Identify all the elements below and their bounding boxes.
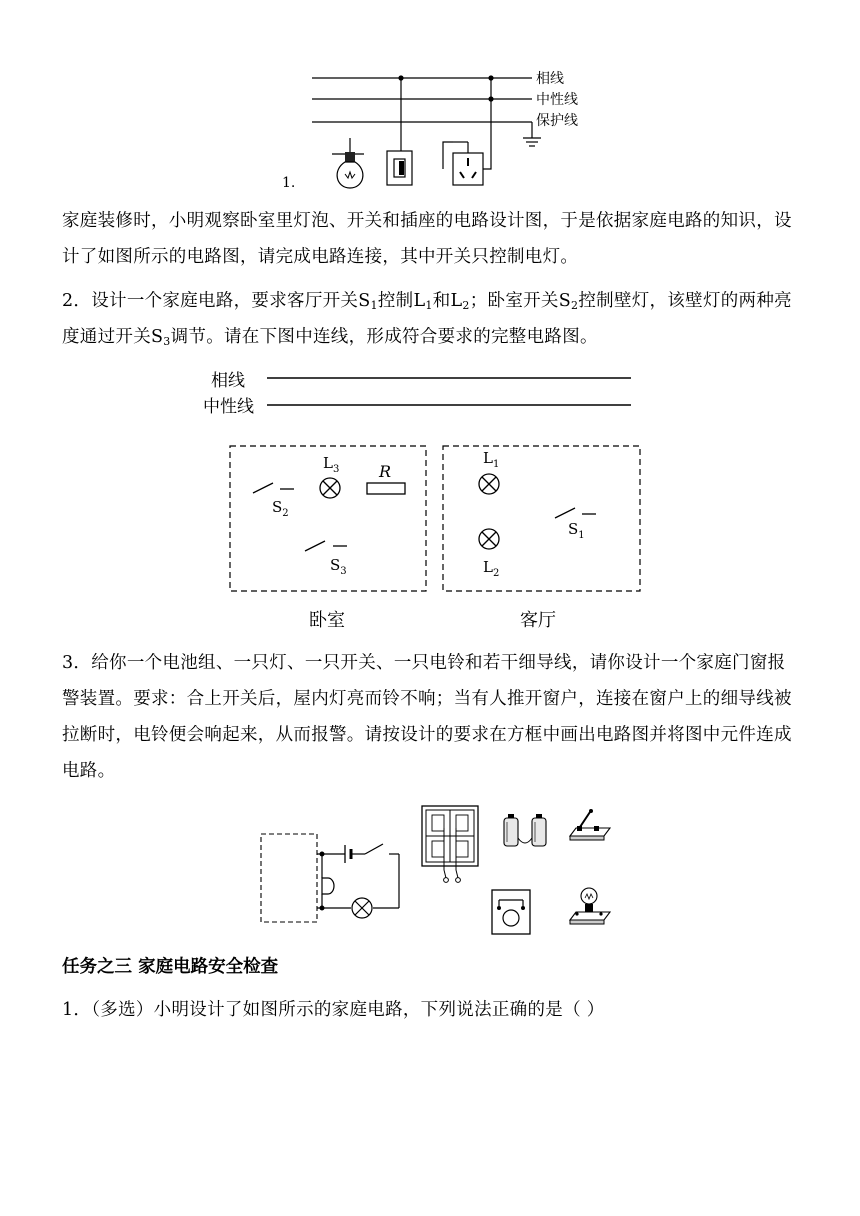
- knife-switch-icon: [570, 809, 610, 840]
- electric-bell-icon: [322, 878, 334, 894]
- lamp-l2: [479, 529, 499, 579]
- problem-1-text: 家庭装修时，小明观察卧室里灯泡、开关和插座的电路设计图，于是依据家庭电路的知识，设计了如图所示的电路图，请完成电路连接，其中开关只控制电灯。: [62, 211, 792, 267]
- lamp-l1: [479, 449, 499, 494]
- figure-3-alarm: [255, 800, 620, 942]
- label-neutral: 中性线: [536, 92, 578, 108]
- lamp-l3: [320, 454, 340, 498]
- label-live-line: 相线: [211, 371, 245, 391]
- label-live: 相线: [536, 71, 564, 87]
- living-room-box: [443, 446, 640, 591]
- svg-text:S1: $S_1$: [568, 520, 585, 541]
- figure-1-wiring: [270, 66, 600, 196]
- problem-3-text: 3．给你一个电池组、一只灯、一只开关、一只电铃和若干细导线，请你设计一个家庭门窗报警装置。要求：合上开关后，屋内灯亮而铃不响；当有人推开窗户，连接在窗户上的细导线被拉断时，电铃便会响起来，从而报警。请按设计的要求在方框中画出电路图并将图中元件连成电路。: [62, 653, 792, 781]
- switch-s3: [305, 541, 347, 577]
- svg-text:L1: $L_1$: [483, 449, 500, 470]
- svg-text:R: R: [379, 462, 392, 481]
- battery-pack-icon: [504, 814, 546, 846]
- resistor-r: [367, 462, 405, 494]
- design-box: [261, 834, 317, 922]
- label-protective: 保护线: [536, 113, 578, 129]
- three-pin-socket-icon: [443, 122, 491, 185]
- lamp-icon: [352, 898, 372, 918]
- label-neutral-line: 中性线: [203, 397, 254, 417]
- figure-1-number: 1.: [282, 175, 296, 191]
- svg-text:L3: $L_3$: [323, 454, 340, 475]
- switch-s1: [555, 508, 596, 541]
- bulb-holder-icon: [570, 888, 610, 924]
- problem-2-text: 2．设计一个家庭电路，要求客厅开关$S_1$控制$L_1$和$L_2$；卧室开关$S_2$控制壁灯，该壁灯的两种亮度通过开关$S_3$调节。请在下图中连线，形成符合要求的完整电路图。: [62, 291, 792, 348]
- switch-s2: [253, 483, 294, 519]
- bedroom-caption: 卧室: [309, 610, 345, 631]
- question-1-text: 1．（多选）小明设计了如图所示的家庭电路，下列说法正确的是（ ）: [62, 1000, 605, 1020]
- section-heading: 任务之三 家庭电路安全检查: [62, 957, 279, 977]
- wall-switch-icon: [387, 151, 412, 185]
- window-icon: [422, 806, 478, 882]
- svg-text:S3: $S_3$: [330, 556, 347, 577]
- svg-text:S2: $S_2$: [272, 498, 289, 519]
- living-room-caption: 客厅: [520, 610, 556, 631]
- figure-2-circuit: [195, 362, 655, 637]
- svg-text:L2: $L_2$: [483, 558, 500, 579]
- bulb-icon: [332, 138, 364, 188]
- switch-icon: [365, 844, 399, 854]
- electric-bell-icon: [492, 890, 530, 934]
- battery-icon: [345, 845, 351, 863]
